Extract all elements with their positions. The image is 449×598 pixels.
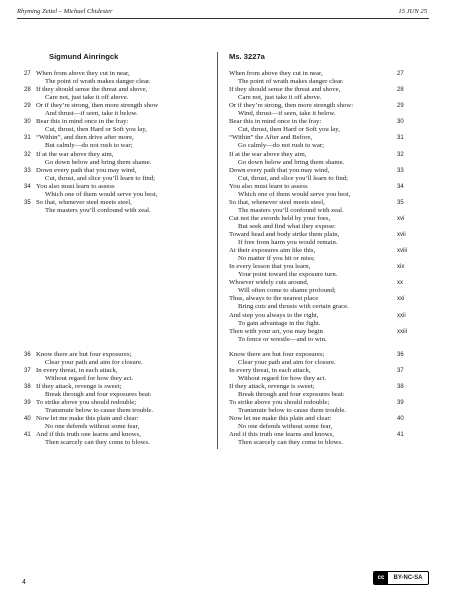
right-verse-number: 41 [397,432,404,439]
left-verse-line: Cut, thrust, and slice you’ll learn to find; [45,174,156,182]
right-verse-number: xxiii [397,328,407,335]
left-verse-line: Then scarcely can they come to blows. [45,439,150,447]
right-verse-line: The masters you’ll confound with zeal. [238,206,344,214]
right-verse-line: But seek and find what they expose: [238,222,336,230]
right-verse-number: xvi [397,215,405,222]
right-verse-line: In every lesson that you learn, [229,263,311,271]
right-verse-number: 32 [397,151,404,158]
right-verse-line: Toward head and body strike them plain, [229,231,340,238]
right-verse-line: Cut, thrust, then Hard or Soft you lay, [238,126,340,134]
left-verse-line: Now let me make this plain and clear: [36,415,139,423]
right-verse-number: xviii [397,248,407,255]
right-verse-line: “Within” the After and Before, [229,134,313,142]
left-verse-line: Break through and four exposures beat: [45,390,152,398]
left-verse-line: Transmute below to cause them trouble. [45,407,154,415]
left-verse-line: If at the war above they aim, [36,150,114,158]
left-verse-line: The point of wrath makes danger clear. [45,78,151,86]
right-verse-line: If free from harm you would remain. [238,239,338,247]
left-verse-line: Cut, thrust, then Hard or Soft you lay, [45,126,147,134]
right-verse-line: Care not, just take it off above. [238,94,322,102]
right-verse-line: Then with your art, you may begin [229,327,323,335]
left-verse-number: 37 [24,367,31,374]
right-verse-line: Go calmly—do not rush to war; [238,142,325,150]
right-verse-line: Down every path that you may wind, [229,166,330,174]
right-verse-line: Whoever widely cuts around, [229,279,309,287]
right-verse-line: Or if they’re strong, then more strength show: [229,102,354,110]
left-verse-line: Or if they’re strong, then more strength show [36,102,159,110]
right-verse-line: Will often come to shame profound; [238,287,336,295]
right-verse-line: Wind, thrust—if seen, take it below. [238,110,336,118]
left-verse-number: 41 [24,432,31,439]
running-header-date: 15 JUN 25 [398,8,427,15]
right-verse-line: Go down below and bring them shame. [238,158,345,166]
column-divider [217,52,218,449]
cc-license-badge [373,571,429,585]
left-verse-line: No one defends without some fear, [45,423,140,431]
right-column-title: Ms. 3227a [229,52,265,61]
left-verse-line: So that, whenever steel meets steel, [36,198,132,206]
left-column-title: Sigmund Ainringck [49,52,119,61]
running-header-title: Rhyming Zettel – Michael Chidester [17,8,113,15]
right-verse-number: 28 [397,87,404,94]
right-verse-line: Clear your path and aim for closure. [238,358,336,366]
right-verse-line: Your point toward the exposure turn. [238,271,338,279]
right-verse-line: Without regard for how they act. [238,374,327,382]
left-verse-line: “Within”, and then drive after more, [36,134,134,142]
right-verse-line: When from above they cut in near, [229,70,323,77]
right-verse-line: If they attack, revenge is sweet; [229,382,315,390]
right-verse-line: Know there are but four exposures; [229,350,325,358]
cc-icon: cc [374,572,388,584]
right-verse-number: 33 [397,167,404,174]
left-verse-line: And if this truth one learns and knows, [36,431,141,439]
left-verse-number: 29 [24,103,31,110]
left-verse-line: Bear this in mind once in the fray: [36,118,129,126]
left-verse-line: Down every path that you may wind, [36,166,137,174]
left-verse-number: 27 [24,71,31,77]
left-verse-line: When from above they cut in near, [36,70,130,77]
left-verse-number: 36 [24,351,31,358]
left-verse-number: 39 [24,400,31,406]
left-verse-number: 40 [24,416,31,423]
left-verse-number: 38 [24,383,31,390]
left-verse-line: Clear your path and aim for closure. [45,358,143,366]
right-verse-line: Which one of them would serve you best, [238,190,351,198]
left-verse-line: To strike above you should redouble; [36,399,137,406]
left-verse-line: And thrust—if seen, take it below. [45,110,138,118]
left-verse-line: Care not, just take it off above. [45,94,129,102]
left-verse-number: 32 [24,151,31,158]
left-verse-number: 34 [24,183,31,190]
right-verse-line: The point of wrath makes danger clear. [238,78,344,86]
right-verse-number: 39 [397,400,404,406]
right-verse-line: So that, whenever steel meets steel, [229,198,325,206]
right-verse-line: Now let me make this plain and clear: [229,415,332,423]
right-verse-line: If they should sense the threat and shove, [229,86,341,94]
right-verse-line: Then scarcely can they come to blows. [238,439,343,447]
right-verse-number: xix [397,264,405,271]
right-verse-line: Transmute below to cause them trouble. [238,407,347,415]
right-verse-number: 40 [397,416,404,423]
right-verse-line: Break through and four exposures beat: [238,390,345,398]
right-verse-line: Bear this in mind once in the fray: [229,118,322,126]
left-verse-line: Know there are but four exposures; [36,350,132,358]
right-verse-line: In every threat, in each attack, [229,366,311,374]
right-verse-line: You also must learn to assess [229,182,308,190]
left-verse-line: If they attack, revenge is sweet; [36,382,122,390]
right-verse-line: Cut, thrust, and slice you’ll learn to find; [238,174,349,182]
left-verse-line: You also must learn to assess [36,182,115,190]
right-verse-line: And step you always to the right, [229,311,319,319]
left-verse-line: Without regard for how they act. [45,374,134,382]
right-verse-line: Thus, always to the nearest place [229,295,319,303]
right-verse-line: To gain advantage in the fight. [238,319,321,327]
right-verse-number: 30 [397,119,404,126]
left-verse-line: Which one of them would serve you best, [45,190,158,198]
right-verse-line: If at the war above they aim, [229,150,307,158]
left-verse-line: But calmly—do not rush to war; [45,142,133,150]
right-verse-number: 27 [397,71,404,77]
left-verse-number: 35 [24,199,31,206]
left-verse-line: Go down below and bring them shame. [45,158,152,166]
license-text: BY-NC-SA [393,575,423,581]
right-verse-number: 35 [397,199,404,206]
right-verse-number: 34 [397,183,404,190]
left-verse-line: The masters you’ll confound with zeal. [45,206,151,214]
right-verse-number: xxi [397,296,405,303]
right-verse-number: 37 [397,367,404,374]
right-verse-number: xvii [397,232,406,238]
left-verse-line: In every threat, in each attack, [36,366,118,374]
right-verse-line: Bring cuts and thrusts with certain grace. [238,303,349,311]
right-verse-number: 38 [397,383,404,390]
left-verse-number: 31 [24,135,31,142]
right-verse-number: 29 [397,103,404,110]
right-verse-number: 31 [397,135,404,142]
right-verse-line: No matter if you hit or miss; [238,255,315,263]
left-verse-number: 28 [24,87,31,94]
left-verse-number: 33 [24,167,31,174]
right-verse-number: xx [397,280,403,287]
page-number: 4 [22,579,26,586]
left-verse-line: If they should sense the threat and shove, [36,86,148,94]
left-verse-number: 30 [24,119,31,126]
right-verse-line: Cut not the swords held by your foes, [229,214,331,222]
right-verse-line: No one defends without some fear, [238,423,333,431]
right-verse-line: At their exposures aim like this, [229,247,316,255]
right-verse-line: To strike above you should redouble; [229,399,330,406]
right-verse-number: xxii [397,312,406,319]
right-verse-number: 36 [397,351,404,358]
right-verse-line: And if this truth one learns and knows, [229,431,334,439]
header-rule [17,18,429,19]
right-verse-line: To fence or wrestle—and to win. [238,335,327,343]
